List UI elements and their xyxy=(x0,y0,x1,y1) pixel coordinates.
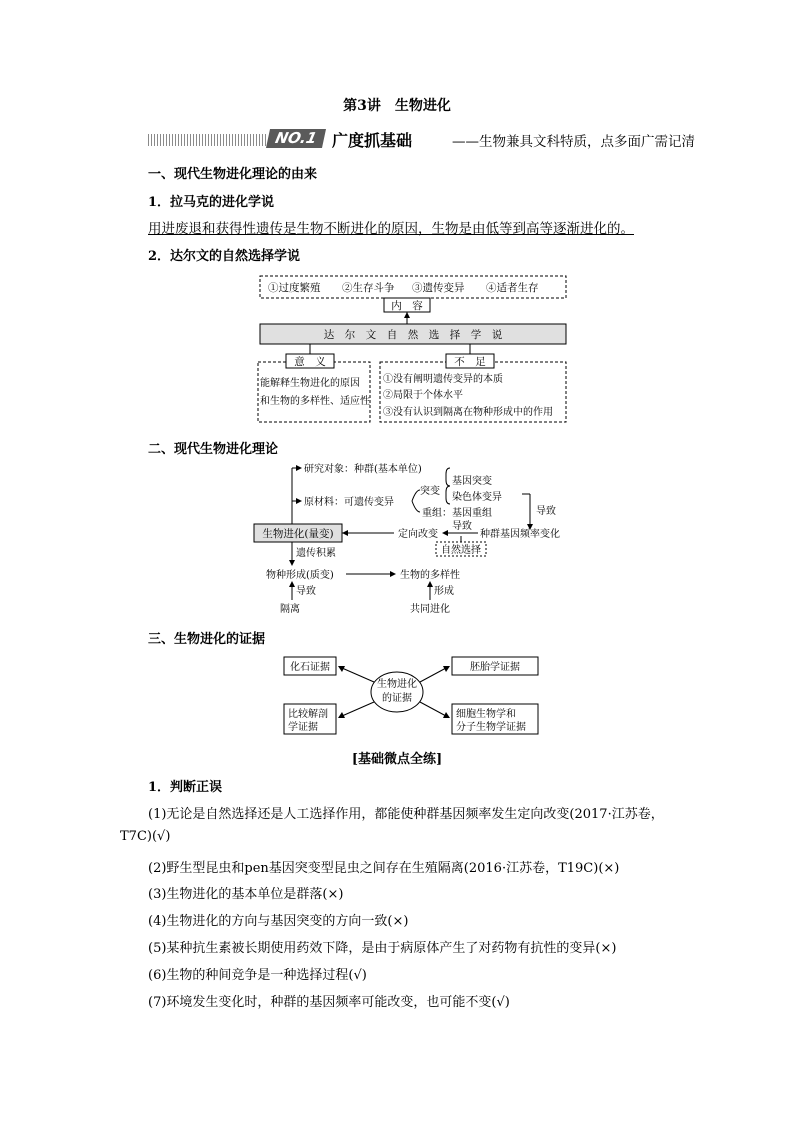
fossil-arrow xyxy=(342,668,374,682)
natural-selection-text: 自然选择 xyxy=(441,545,481,556)
page-title: 第3讲 生物进化 xyxy=(343,98,451,114)
practice-label: [基础微点全练] xyxy=(351,752,443,767)
embryo-text: 胚胎学证据 xyxy=(470,662,520,673)
shortcoming-line-1: ①没有阐明遗传变异的本质 xyxy=(383,374,503,385)
raw-material-text: 原材料：可遗传变异 xyxy=(304,497,394,508)
lamarck-heading: 1．拉马克的进化学说 xyxy=(148,195,275,210)
leads1-text: 导致 xyxy=(536,506,556,517)
leads3-text: 导致 xyxy=(296,586,316,597)
raw-arrowhead xyxy=(296,498,302,504)
darwin-item-1: ①过度繁殖 xyxy=(268,282,321,294)
darwin-item-3: ③遗传变异 xyxy=(412,282,465,294)
practice-heading: 1．判断正误 xyxy=(148,780,223,795)
judge-item-7: (7)环境发生变化时，种群的基因频率可能改变，也可能不变(√) xyxy=(148,995,510,1010)
section1-heading: 一、现代生物进化理论的由来 xyxy=(148,167,318,182)
directional-arrowhead xyxy=(342,530,348,536)
research-arrowhead xyxy=(296,465,302,471)
judge-item-3: (3)生物进化的基本单位是群落(×) xyxy=(148,887,344,902)
anatomy-line-2: 学证据 xyxy=(288,722,318,733)
coevolution-arrowhead xyxy=(427,581,433,587)
coevolution-text: 共同进化 xyxy=(410,604,450,615)
gene-mutation-text: 基因突变 xyxy=(452,476,492,487)
evolution-text: 生物进化(量变) xyxy=(262,528,334,540)
shortcoming-line-2: ②局限于个体水平 xyxy=(383,390,463,401)
diversity-arrowhead xyxy=(390,571,396,577)
meaning-line-1: 能解释生物进化的原因 xyxy=(260,378,360,389)
evidence-center-ellipse xyxy=(371,672,423,712)
cell-line-1: 细胞生物学和 xyxy=(456,709,516,720)
section-banner xyxy=(148,128,695,150)
section2-heading: 二、现代生物进化理论 xyxy=(148,442,279,457)
evidence-diagram xyxy=(280,650,550,740)
lamarck-text: 用进废退和获得性遗传是生物不断进化的原因，生物是由低等到高等逐渐进化的。 xyxy=(148,221,634,237)
section3-heading: 三、生物进化的证据 xyxy=(148,632,266,647)
mutation-brace xyxy=(446,468,450,486)
darwin-item-4: ④适者生存 xyxy=(486,282,539,294)
judge-item-6: (6)生物的种间竞争是一种选择过程(√) xyxy=(148,968,367,983)
fossil-text: 化石证据 xyxy=(290,662,330,673)
evidence-center-line-1: 生物进化 xyxy=(377,679,417,690)
judge-item-1-cont: T7C)(√) xyxy=(120,829,171,844)
meaning-box xyxy=(258,362,370,422)
darwin-diagram xyxy=(250,270,580,430)
isolation-text: 隔离 xyxy=(280,604,300,615)
content-label: 内 容 xyxy=(391,300,423,312)
darwin-main-label: 达 尔 文 自 然 选 择 学 说 xyxy=(323,329,503,341)
research-text: 研究对象：种群(基本单位) xyxy=(304,464,422,475)
cell-arrow xyxy=(420,702,446,716)
darwin-heading: 2．达尔文的自然选择学说 xyxy=(148,249,301,264)
darwin-item-2: ②生存斗争 xyxy=(342,282,395,294)
mutation-text: 突变 xyxy=(420,486,440,497)
leads2-arrowhead xyxy=(442,530,448,536)
species-text: 物种形成(质变) xyxy=(266,570,334,581)
banner-main-text: 广度抓基础 xyxy=(332,131,413,150)
banner-number: NO.1 xyxy=(266,129,326,148)
accumulate-arrowhead xyxy=(289,560,295,566)
cell-line-2: 分子生物学证据 xyxy=(456,722,526,733)
judge-item-1: (1)无论是自然选择还是人工选择作用，都能使种群基因频率发生定向改变(2017·江苏卷， xyxy=(148,807,664,822)
modern-theory-diagram xyxy=(252,460,582,620)
judge-item-4: (4)生物进化的方向与基因突变的方向一致(×) xyxy=(148,914,409,929)
leads2-text: 导致 xyxy=(452,521,472,532)
form-text: 形成 xyxy=(434,586,454,597)
accumulate-text: 遗传积累 xyxy=(296,548,336,559)
evidence-center-line-2: 的证据 xyxy=(382,693,412,704)
embryo-arrow xyxy=(420,668,446,682)
judge-item-5: (5)某种抗生素被长期使用药效下降，是由于病原体产生了对药物有抗性的变异(×) xyxy=(148,941,617,956)
mutation-brace-lower xyxy=(446,486,450,504)
banner-sub-text: ——生物兼具文科特质，点多面广需记清 xyxy=(452,134,695,150)
shortcoming-label: 不 足 xyxy=(454,356,486,368)
shortcoming-line-3: ③没有认识到隔离在物种形成中的作用 xyxy=(383,407,553,418)
anatomy-line-1: 比较解剖 xyxy=(288,709,328,720)
content-arrowhead xyxy=(404,312,410,318)
meaning-label: 意 义 xyxy=(294,356,326,368)
banner-hatch xyxy=(148,134,266,146)
chromosome-text: 染色体变异 xyxy=(452,492,502,503)
anatomy-arrow xyxy=(342,702,374,716)
isolation-arrowhead xyxy=(289,581,295,587)
freq-change-text: 种群基因频率变化 xyxy=(480,529,560,540)
recombination-text: 重组：基因重组 xyxy=(422,508,492,519)
meaning-line-2: 和生物的多样性、适应性 xyxy=(260,396,370,407)
raw-brace-lower xyxy=(412,501,420,512)
judge-item-2: (2)野生型昆虫和pen基因突变型昆虫之间存在生殖隔离(2016·江苏卷，T19C)(×) xyxy=(148,861,620,876)
directional-text: 定向改变 xyxy=(398,529,438,540)
raw-brace xyxy=(412,490,420,501)
diversity-text: 生物的多样性 xyxy=(400,570,460,581)
